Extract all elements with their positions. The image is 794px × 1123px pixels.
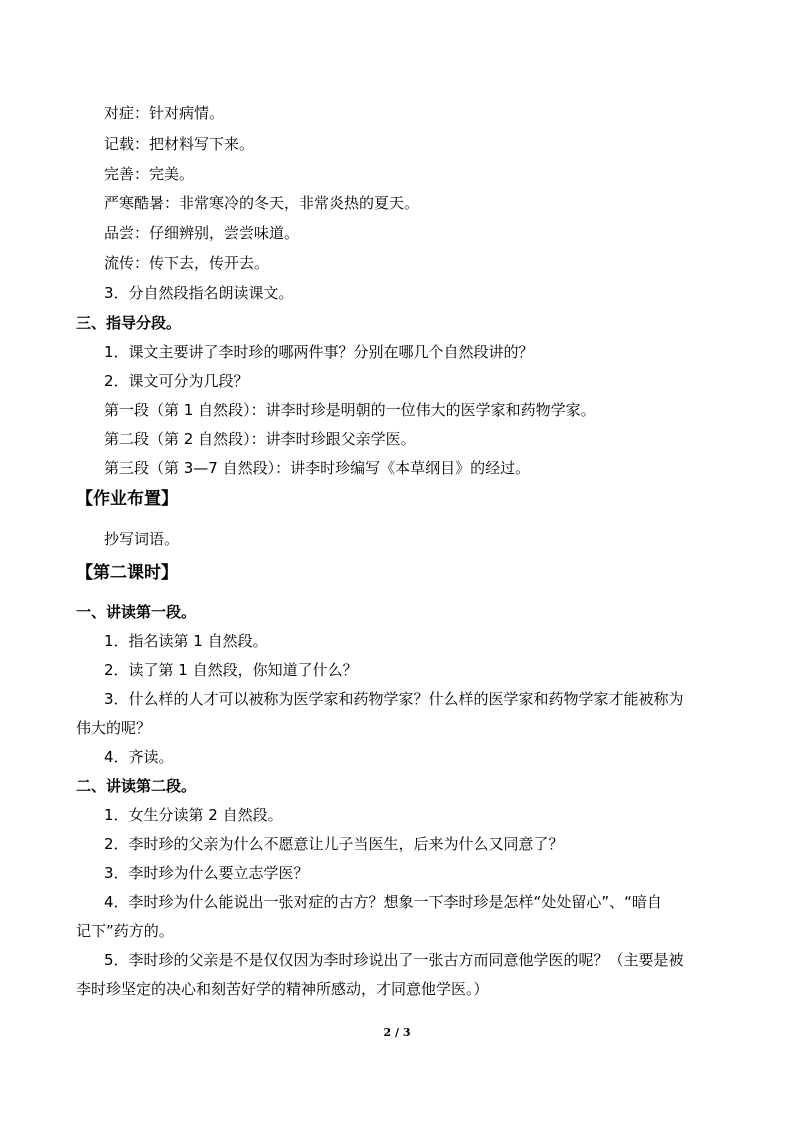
homework-heading: 【作业布置】 bbox=[76, 489, 178, 509]
list-item: 2．读了第 1 自然段，你知道了什么？ bbox=[104, 661, 358, 679]
definition-line: 品尝：仔细辨别，尝尝味道。 bbox=[104, 224, 300, 242]
list-item-continuation: 李时珍坚定的决心和刻苦好学的精神所感动，才同意他学医。） bbox=[76, 980, 489, 998]
step-line: 3．分自然段指名朗读课文。 bbox=[104, 284, 294, 302]
page-number: 2 / 3 bbox=[383, 1026, 411, 1039]
section-heading: 三、指导分段。 bbox=[76, 314, 182, 332]
list-item-continuation: 伟大的呢？ bbox=[76, 719, 152, 737]
list-item: 第二段（第 2 自然段）：讲李时珍跟父亲学医。 bbox=[104, 430, 416, 448]
list-item: 1．指名读第 1 自然段。 bbox=[104, 632, 268, 650]
list-item: 2．李时珍的父亲为什么不愿意让儿子当医生，后来为什么又同意了？ bbox=[104, 835, 564, 853]
definition-line: 完善：完美。 bbox=[104, 165, 195, 183]
section-heading: 一、讲读第一段。 bbox=[76, 603, 197, 621]
lesson-heading: 【第二课时】 bbox=[76, 563, 178, 583]
definition-line: 记载：把材料写下来。 bbox=[104, 135, 255, 153]
list-item: 5．李时珍的父亲是不是仅仅因为李时珍说出了一张古方而同意他学医的呢？（主要是被 bbox=[104, 951, 684, 969]
list-item-continuation: 记下”药方的。 bbox=[76, 922, 174, 940]
definition-line: 流传：传下去，传开去。 bbox=[104, 254, 270, 272]
list-item: 3．什么样的人才可以被称为医学家和药物学家？什么样的医学家和药物学家才能被称为 bbox=[104, 690, 684, 708]
list-item: 第三段（第 3—7 自然段）：讲李时珍编写《本草纲目》的经过。 bbox=[104, 459, 531, 477]
section-heading: 二、讲读第二段。 bbox=[76, 777, 197, 795]
definition-line: 严寒酷暑：非常寒冷的冬天，非常炎热的夏天。 bbox=[104, 194, 420, 212]
list-item: 3．李时珍为什么要立志学医？ bbox=[104, 864, 309, 882]
homework-text: 抄写词语。 bbox=[104, 530, 180, 548]
list-item: 4．李时珍为什么能说出一张对症的古方？想象一下李时珍是怎样“处处留心”、“暗自 bbox=[104, 893, 662, 911]
list-item: 1．课文主要讲了李时珍的哪两件事？分别在哪几个自然段讲的？ bbox=[104, 343, 534, 361]
list-item: 2．课文可分为几段？ bbox=[104, 372, 249, 390]
list-item: 第一段（第 1 自然段）：讲李时珍是明朝的一位伟大的医学家和药物学家。 bbox=[104, 401, 596, 419]
definition-line: 对症：针对病情。 bbox=[104, 104, 225, 122]
list-item: 1．女生分读第 2 自然段。 bbox=[104, 806, 283, 824]
list-item: 4．齐读。 bbox=[104, 748, 174, 766]
